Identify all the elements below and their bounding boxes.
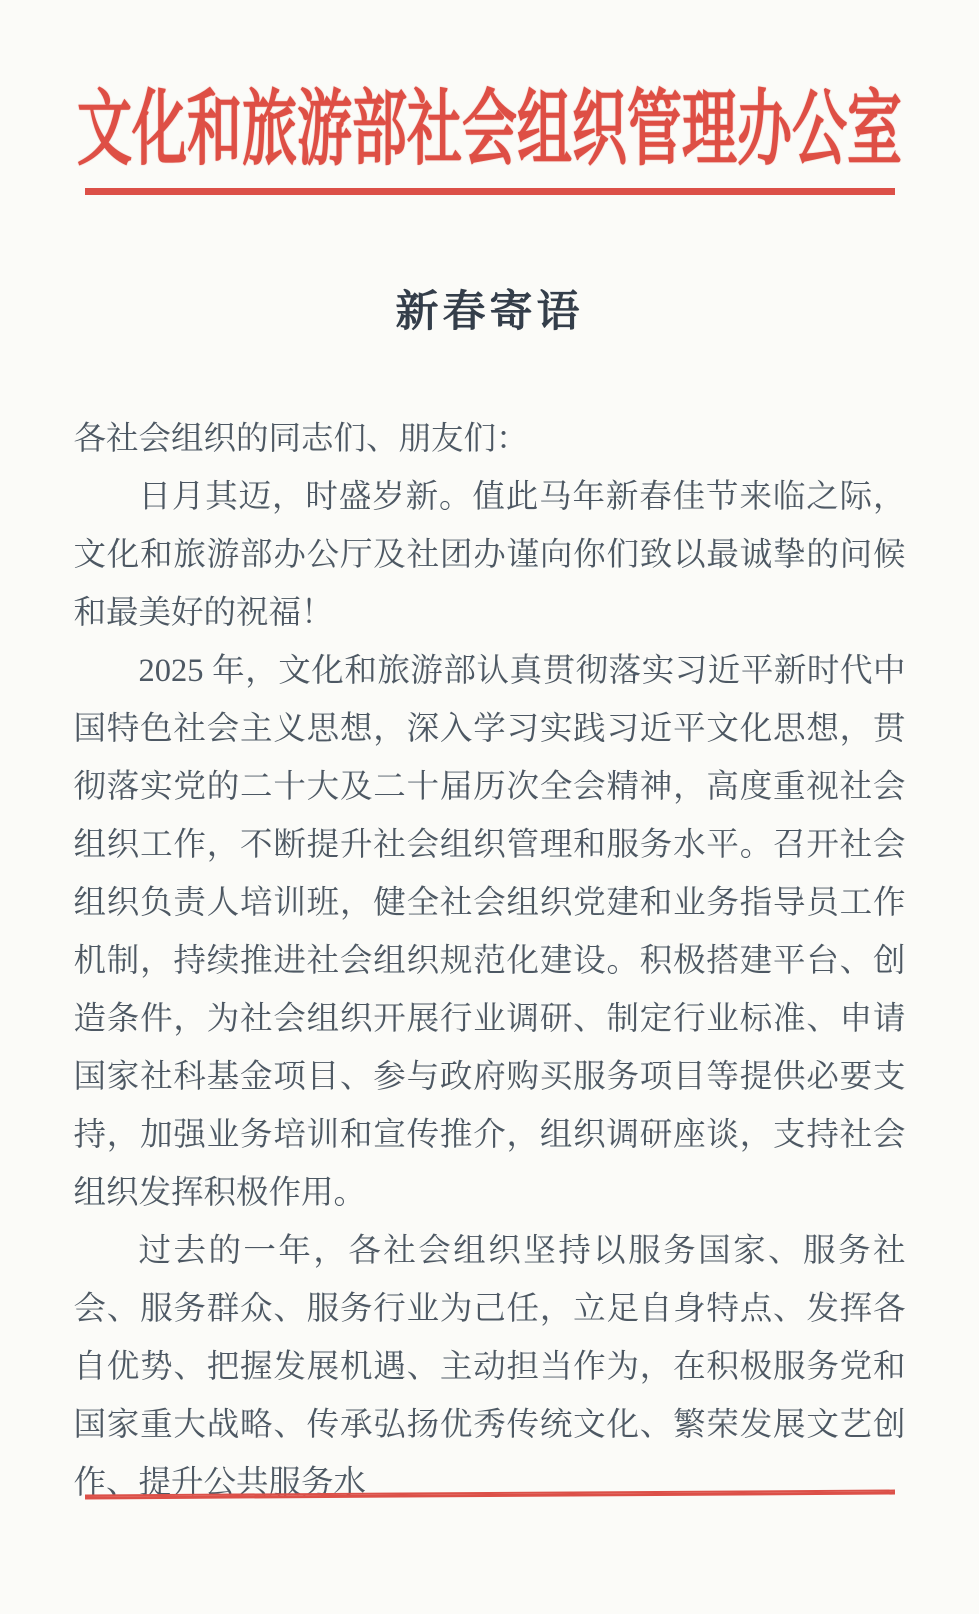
salutation: 各社会组织的同志们、朋友们： <box>73 421 529 457</box>
paragraph-ministry-work: 2025 年，文化和旅游部认真贯彻落实习近平新时代中国特色社会主义思想，深入学习实践习近平文化思想，贯彻落实党的二十大及二十届历次全会精神，高度重视社会组织工作，不断提升社会组织管理和服务水平。召开社会组织负责人培训班，健全社会组织党建和业务指导员工作机制，持续推进社会组织规范化建设。积极搭建平台、创造条件，为社会组织开展行业调研、制定行业标准、申请国家社科基金项目、参与政府购买服务项目等提供必要支持，加强业务培训和宣传推介，组织调研座谈，支持社会组织发挥积极作用。 <box>73 653 906 1211</box>
document-body <box>74 410 906 1512</box>
paragraph-greeting: 日月其迈，时盛岁新。值此马年新春佳节来临之际，文化和旅游部办公厅及社团办谨向你们致以最诚挚的问候和最美好的祝福！ <box>73 479 906 631</box>
letterhead-org-name: 文化和旅游部社会组织管理办公室 <box>76 82 902 175</box>
letterhead <box>0 0 979 195</box>
paragraph-organizations-achievements: 过去的一年，各社会组织坚持以服务国家、服务社会、服务群众、服务行业为己任，立足自身特点、发挥各自优势、把握发展机遇、主动担当作为，在积极服务党和国家重大战略、传承弘扬优秀传统文化、繁荣发展文艺创作、提升公共服务水 <box>73 1233 906 1501</box>
document-title: 新春寄语 <box>395 289 584 336</box>
